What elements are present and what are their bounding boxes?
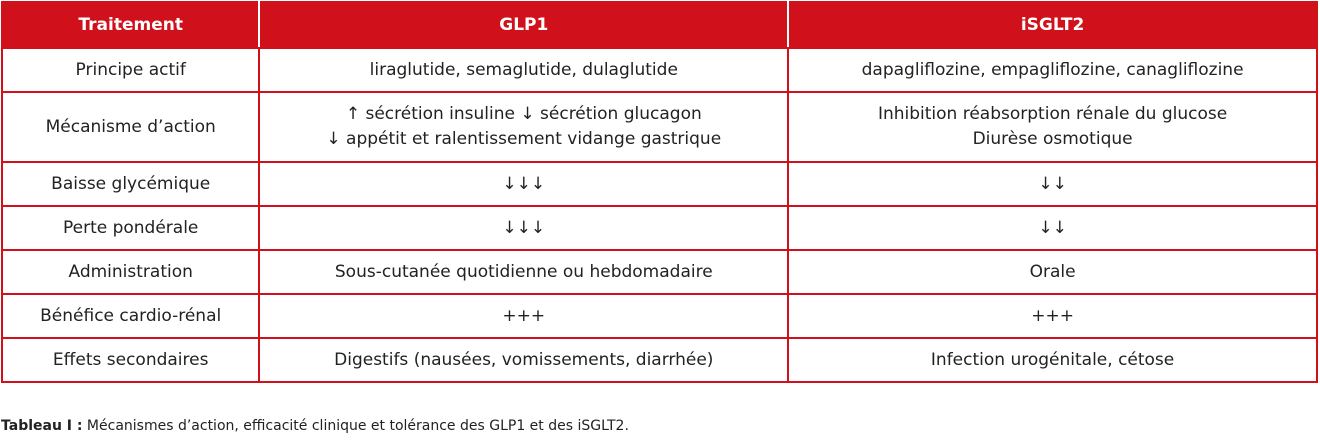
- cell-line: ↓↓: [1038, 173, 1067, 194]
- table-row-principe-actif: [2, 48, 1317, 92]
- row-label: Perte pondérale: [2, 206, 259, 250]
- table-caption: [1, 418, 629, 434]
- glp1-cell: [259, 92, 788, 162]
- table-row-administration: [2, 250, 1317, 294]
- cell-line: dapagliflozine, empagliflozine, canagliflozine: [861, 59, 1244, 80]
- cell-line: Digestifs (nausées, vomissements, diarrhée): [334, 349, 714, 370]
- header-glp1: GLP1: [259, 2, 788, 48]
- isglt2-cell: [788, 294, 1317, 338]
- cell-line: ↓↓↓: [502, 173, 546, 194]
- cell-line: Orale: [1029, 261, 1076, 282]
- isglt2-cell: [788, 48, 1317, 92]
- row-label: Bénéfice cardio-rénal: [2, 294, 259, 338]
- header-treatment: Traitement: [2, 2, 259, 48]
- cell-line: ↓↓: [1038, 217, 1067, 238]
- table-row-mecanisme: [2, 92, 1317, 162]
- cell-line: Infection urogénitale, cétose: [930, 349, 1175, 370]
- isglt2-cell: [788, 206, 1317, 250]
- caption-label: Tableau I :: [1, 418, 83, 434]
- header-isglt2: iSGLT2: [788, 2, 1317, 48]
- cell-line: ↓↓↓: [502, 217, 546, 238]
- comparison-table: [1, 1, 1318, 383]
- table-row-baisse-glycemique: [2, 162, 1317, 206]
- cell-line: ↑ sécrétion insuline ↓ sécrétion glucagon: [345, 104, 702, 124]
- cell-line: Inhibition réabsorption rénale du glucose: [877, 104, 1228, 124]
- glp1-cell: [259, 250, 788, 294]
- cell-line: ↓ appétit et ralentissement vidange gastrique: [326, 129, 722, 149]
- glp1-cell: [259, 162, 788, 206]
- isglt2-cell: [788, 338, 1317, 382]
- isglt2-cell: [788, 92, 1317, 162]
- row-label: Administration: [2, 250, 259, 294]
- table-row-benefice: [2, 294, 1317, 338]
- table-row-effets: [2, 338, 1317, 382]
- caption-text: Mécanismes d’action, efficacité clinique et tolérance des GLP1 et des iSGLT2.: [82, 418, 629, 434]
- cell-line: +++: [1031, 305, 1074, 326]
- row-label: Principe actif: [2, 48, 259, 92]
- comparison-table-container: [1, 1, 1318, 383]
- row-label: Baisse glycémique: [2, 162, 259, 206]
- table-header-row: [2, 2, 1317, 48]
- glp1-cell: [259, 206, 788, 250]
- glp1-cell: [259, 294, 788, 338]
- row-label: Mécanisme d’action: [2, 92, 259, 162]
- isglt2-cell: [788, 250, 1317, 294]
- isglt2-cell: [788, 162, 1317, 206]
- cell-line: +++: [502, 305, 546, 326]
- cell-line: Diurèse osmotique: [972, 129, 1133, 149]
- glp1-cell: [259, 338, 788, 382]
- glp1-cell: [259, 48, 788, 92]
- table-row-perte-ponderale: [2, 206, 1317, 250]
- row-label: Effets secondaires: [2, 338, 259, 382]
- cell-line: Sous-cutanée quotidienne ou hebdomadaire: [334, 261, 713, 282]
- cell-line: liraglutide, semaglutide, dulaglutide: [369, 59, 678, 80]
